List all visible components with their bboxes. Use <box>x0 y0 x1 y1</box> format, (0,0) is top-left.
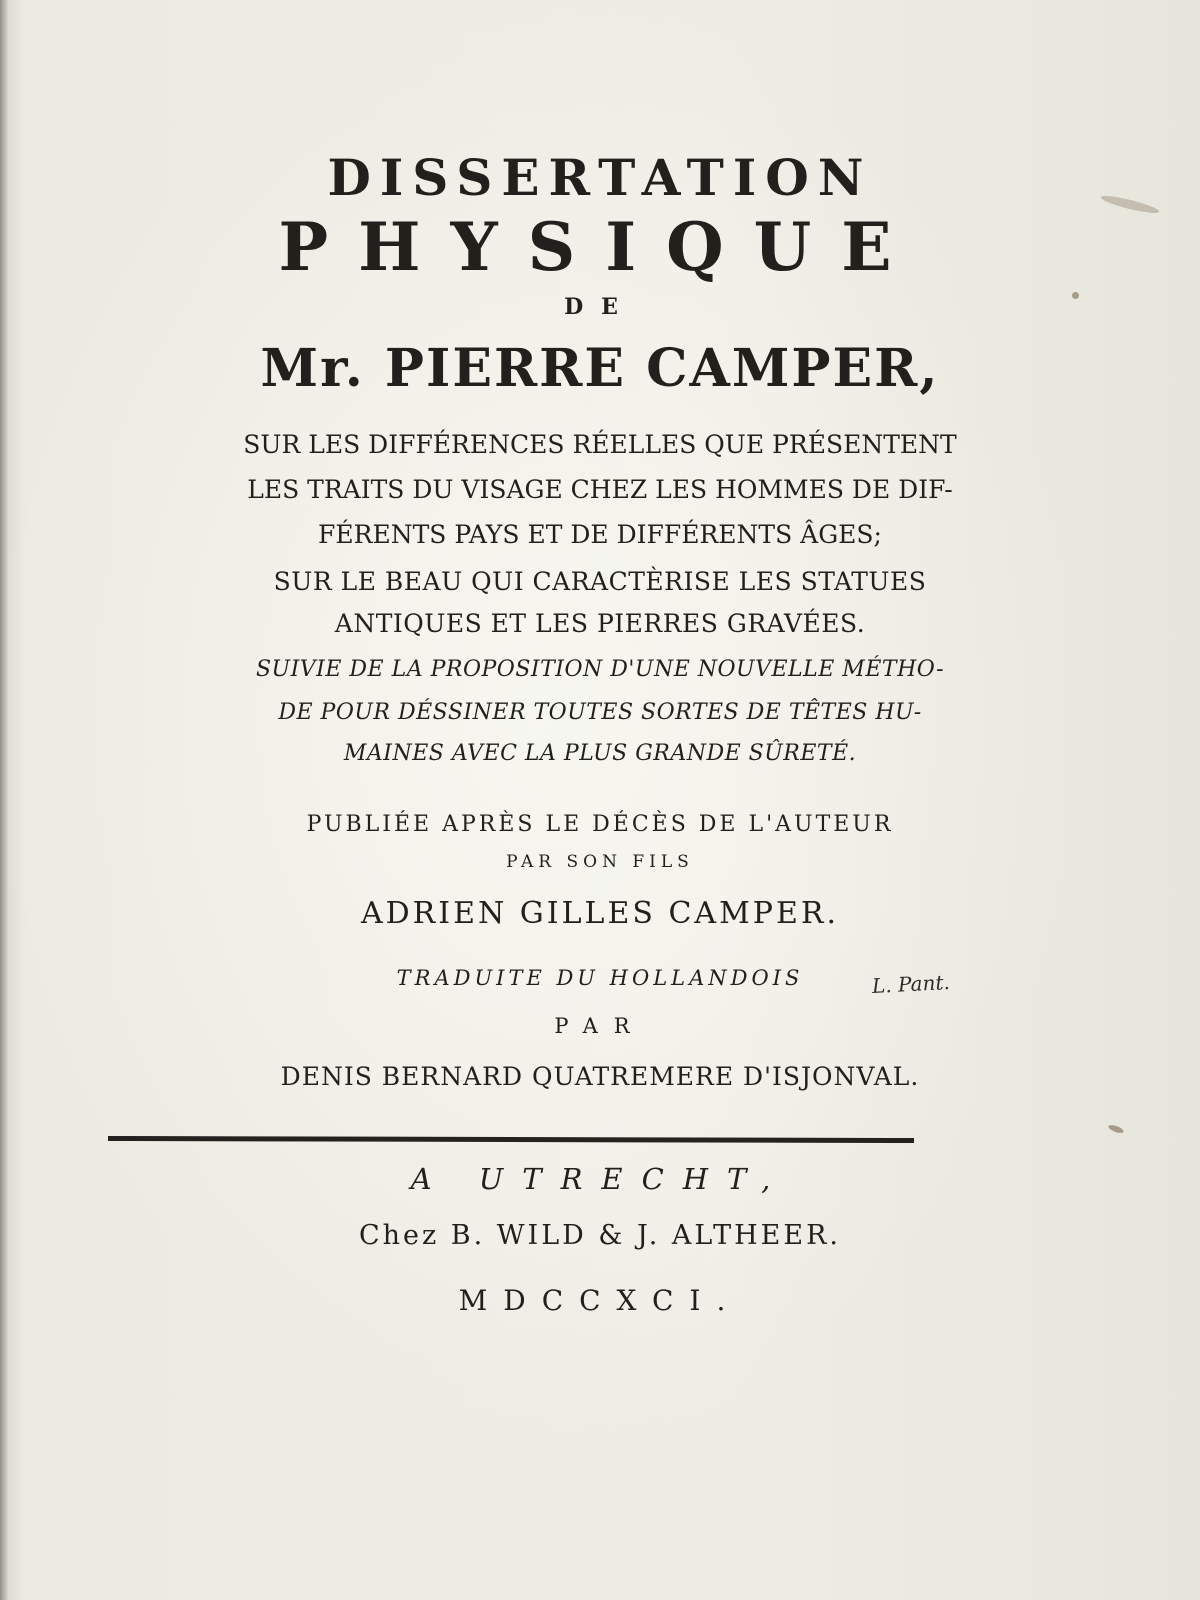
divider-rule <box>108 1136 914 1143</box>
subject-line: SUR LE BEAU QUI CARACTÈRISE LES STATUES <box>273 567 927 596</box>
translated-from: TRADUITE DU HOLLANDOIS <box>396 966 804 990</box>
paper-spot <box>1107 1123 1124 1134</box>
subject-line: LES TRAITS DU VISAGE CHEZ LES HOMMES DE DIF- <box>247 475 953 504</box>
imprint-city: A UTRECHT, <box>410 1162 790 1196</box>
son-name: ADRIEN GILLES CAMPER. <box>360 896 840 931</box>
published-after: PUBLIÉE APRÈS LE DÉCÈS DE L'AUTEUR <box>306 812 894 837</box>
method-line: SUIVIE DE LA PROPOSITION D'UNE NOUVELLE MÉTHO- <box>255 657 945 682</box>
subject-line: SUR LES DIFFÉRENCES RÉELLES QUE PRÉSENTENT <box>243 430 957 459</box>
by-son: PAR SON FILS <box>506 852 694 872</box>
method-line: DE POUR DÉSSINER TOUTES SORTES DE TÊTES HU- <box>278 700 922 725</box>
imprint-year: MDCCXCI. <box>458 1284 742 1317</box>
title-de: DE <box>564 294 636 320</box>
title-line-2: PHYSIQUE <box>278 208 922 286</box>
subject-line: FÉRENTS PAYS ET DE DIFFÉRENTS ÂGES; <box>318 520 882 549</box>
translator-name: DENIS BERNARD QUATREMERE D'ISJONVAL. <box>280 1062 920 1091</box>
imprint-publishers: Chez B. WILD & J. ALTHEER. <box>358 1220 842 1251</box>
par-label: PAR <box>554 1014 646 1038</box>
author-name: Mr. PIERRE CAMPER, <box>260 338 940 399</box>
handwritten-note: L. Pant. <box>871 969 951 999</box>
title-line-1: DISSERTATION <box>327 148 873 207</box>
method-line: MAINES AVEC LA PLUS GRANDE SÛRETÉ. <box>343 741 857 766</box>
subject-line: ANTIQUES ET LES PIERRES GRAVÉES. <box>334 609 866 638</box>
